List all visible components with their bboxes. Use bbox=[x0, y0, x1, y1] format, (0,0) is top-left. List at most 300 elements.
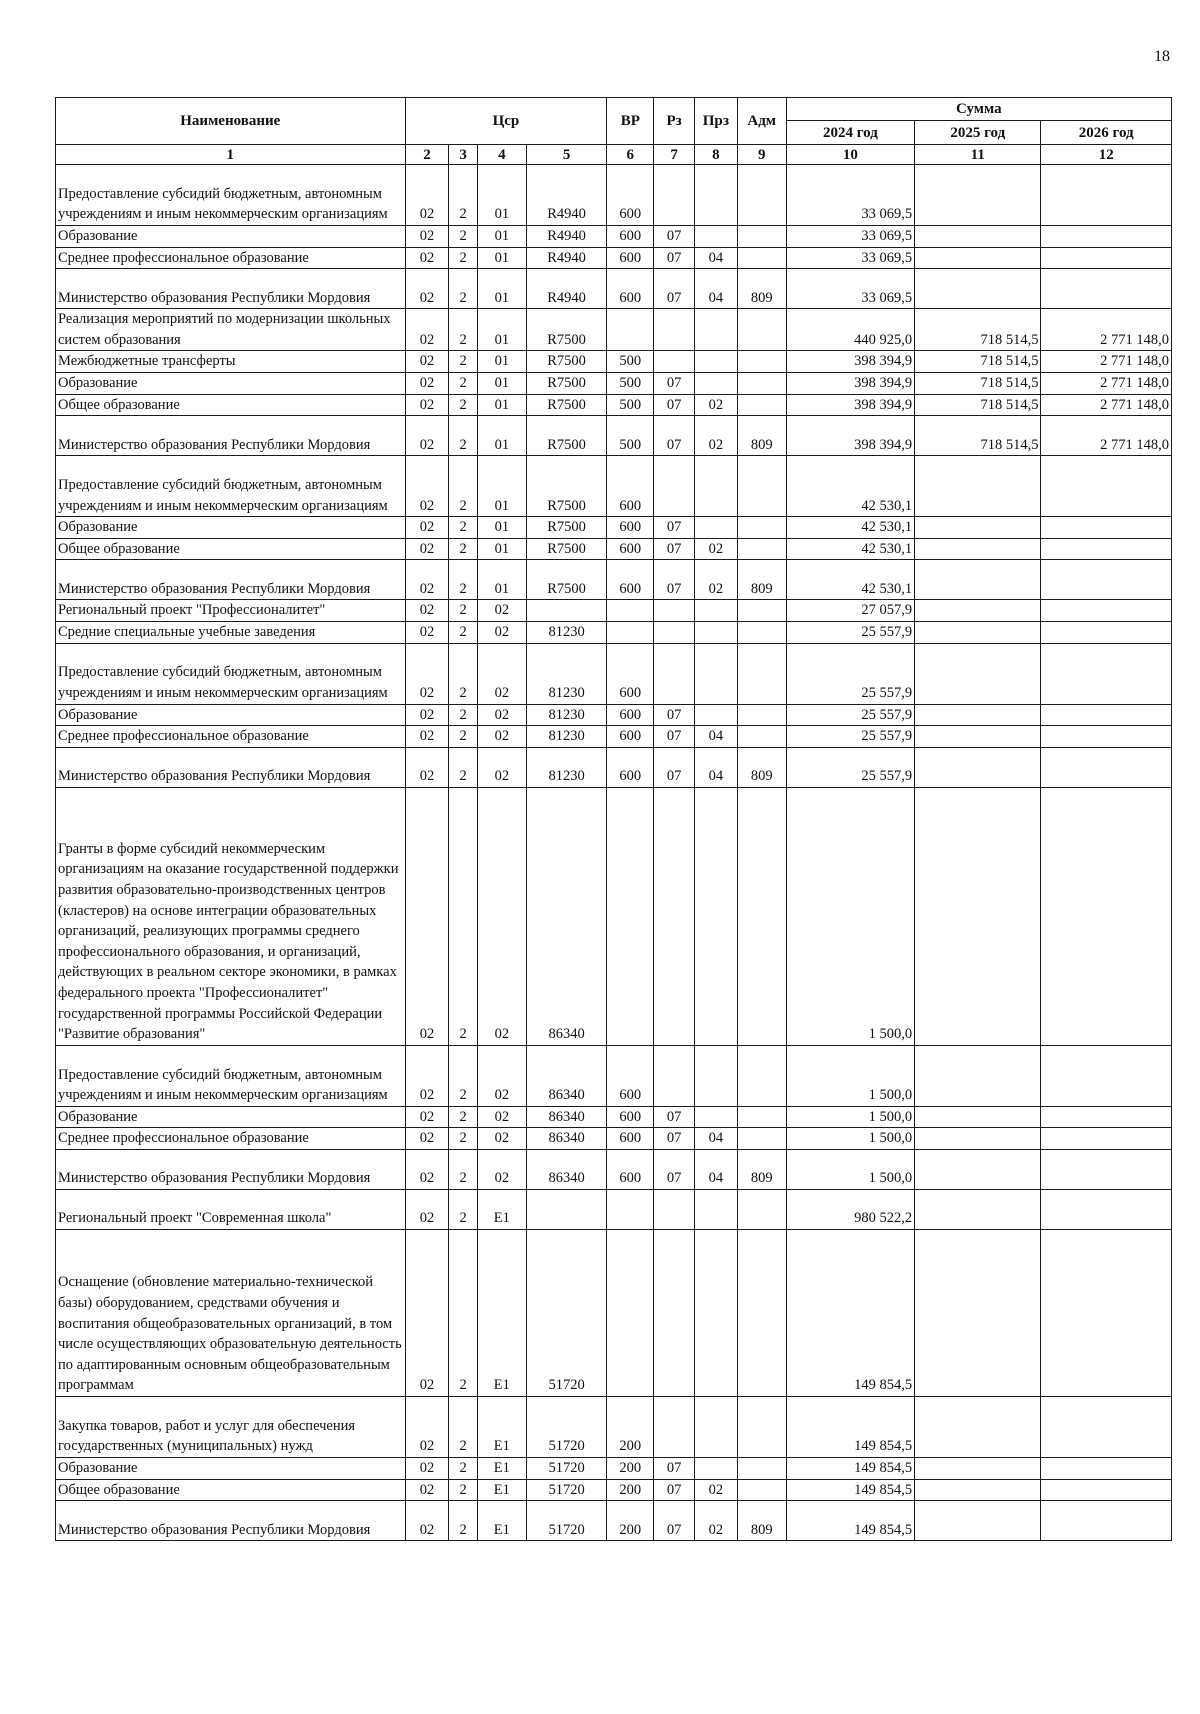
adm-code bbox=[737, 704, 786, 726]
table-row bbox=[56, 621, 1172, 643]
amount-2025 bbox=[915, 726, 1041, 748]
vr-code bbox=[607, 787, 654, 1045]
csr-event: 01 bbox=[477, 165, 526, 226]
vr-code bbox=[607, 309, 654, 351]
csr-program: 02 bbox=[405, 643, 449, 704]
prz-code bbox=[694, 1106, 737, 1128]
csr-event: 02 bbox=[477, 643, 526, 704]
rz-code: 07 bbox=[654, 1457, 695, 1479]
csr-program: 02 bbox=[405, 372, 449, 394]
csr-direction: 51720 bbox=[526, 1396, 607, 1457]
row-name: Среднее профессиональное образование bbox=[56, 726, 406, 748]
amount-2026 bbox=[1041, 269, 1172, 309]
csr-event: 02 bbox=[477, 747, 526, 787]
prz-code: 02 bbox=[694, 1501, 737, 1541]
csr-direction bbox=[526, 1189, 607, 1229]
prz-code bbox=[694, 1229, 737, 1396]
csr-event: 01 bbox=[477, 560, 526, 600]
csr-direction: 81230 bbox=[526, 726, 607, 748]
table-body bbox=[56, 165, 1172, 1541]
csr-subprogram: 2 bbox=[449, 247, 478, 269]
prz-code: 02 bbox=[694, 560, 737, 600]
csr-subprogram: 2 bbox=[449, 1396, 478, 1457]
csr-program: 02 bbox=[405, 1128, 449, 1150]
column-number: 5 bbox=[526, 145, 607, 165]
row-name: Средние специальные учебные заведения bbox=[56, 621, 406, 643]
csr-program: 02 bbox=[405, 165, 449, 226]
amount-2026: 2 771 148,0 bbox=[1041, 416, 1172, 456]
csr-direction: R4940 bbox=[526, 226, 607, 248]
prz-code: 04 bbox=[694, 247, 737, 269]
amount-2025: 718 514,5 bbox=[915, 394, 1041, 416]
adm-code bbox=[737, 226, 786, 248]
prz-code bbox=[694, 372, 737, 394]
amount-2025 bbox=[915, 247, 1041, 269]
prz-code bbox=[694, 621, 737, 643]
csr-event: E1 bbox=[477, 1457, 526, 1479]
csr-direction: R4940 bbox=[526, 165, 607, 226]
adm-code bbox=[737, 600, 786, 622]
amount-2026 bbox=[1041, 165, 1172, 226]
prz-code bbox=[694, 787, 737, 1045]
csr-subprogram: 2 bbox=[449, 1229, 478, 1396]
csr-direction: R7500 bbox=[526, 517, 607, 539]
prz-code bbox=[694, 226, 737, 248]
csr-event: 01 bbox=[477, 394, 526, 416]
rz-code: 07 bbox=[654, 1128, 695, 1150]
csr-subprogram: 2 bbox=[449, 351, 478, 373]
amount-2024: 398 394,9 bbox=[786, 351, 914, 373]
csr-event: 01 bbox=[477, 309, 526, 351]
vr-code: 600 bbox=[607, 1106, 654, 1128]
csr-direction: 86340 bbox=[526, 1045, 607, 1106]
table-row bbox=[56, 787, 1172, 1045]
csr-program: 02 bbox=[405, 1479, 449, 1501]
row-name: Министерство образования Республики Мордовия bbox=[56, 1501, 406, 1541]
vr-code: 600 bbox=[607, 269, 654, 309]
csr-subprogram: 2 bbox=[449, 787, 478, 1045]
csr-direction: 51720 bbox=[526, 1501, 607, 1541]
table-row bbox=[56, 416, 1172, 456]
amount-2026 bbox=[1041, 1501, 1172, 1541]
csr-program: 02 bbox=[405, 787, 449, 1045]
csr-direction: R7500 bbox=[526, 538, 607, 560]
rz-code: 07 bbox=[654, 269, 695, 309]
csr-event: 02 bbox=[477, 704, 526, 726]
csr-direction: 51720 bbox=[526, 1457, 607, 1479]
adm-code bbox=[737, 309, 786, 351]
adm-code: 809 bbox=[737, 1501, 786, 1541]
amount-2025 bbox=[915, 621, 1041, 643]
vr-code: 500 bbox=[607, 372, 654, 394]
adm-code bbox=[737, 1457, 786, 1479]
amount-2025 bbox=[915, 704, 1041, 726]
csr-direction: 86340 bbox=[526, 1149, 607, 1189]
rz-code bbox=[654, 309, 695, 351]
prz-code: 04 bbox=[694, 1149, 737, 1189]
column-number: 4 bbox=[477, 145, 526, 165]
amount-2026 bbox=[1041, 787, 1172, 1045]
vr-code: 200 bbox=[607, 1457, 654, 1479]
csr-program: 02 bbox=[405, 621, 449, 643]
adm-code bbox=[737, 1479, 786, 1501]
csr-direction: 81230 bbox=[526, 704, 607, 726]
amount-2024: 149 854,5 bbox=[786, 1501, 914, 1541]
prz-code: 02 bbox=[694, 416, 737, 456]
rz-code bbox=[654, 456, 695, 517]
csr-program: 02 bbox=[405, 269, 449, 309]
csr-program: 02 bbox=[405, 226, 449, 248]
csr-program: 02 bbox=[405, 247, 449, 269]
csr-event: 02 bbox=[477, 600, 526, 622]
amount-2026 bbox=[1041, 621, 1172, 643]
rz-code: 07 bbox=[654, 747, 695, 787]
row-name: Оснащение (обновление материально-технической базы) оборудованием, средствами обучения и воспитания общеобразовательных организаций, в том числе осуществляющих образовательную деятельность по адаптированным основным общеобразовательным программам bbox=[56, 1229, 406, 1396]
budget-table bbox=[55, 97, 1172, 1541]
csr-event: 02 bbox=[477, 726, 526, 748]
amount-2026 bbox=[1041, 1149, 1172, 1189]
row-name: Среднее профессиональное образование bbox=[56, 1128, 406, 1150]
csr-subprogram: 2 bbox=[449, 726, 478, 748]
csr-direction: R7500 bbox=[526, 351, 607, 373]
vr-code: 600 bbox=[607, 1128, 654, 1150]
csr-subprogram: 2 bbox=[449, 394, 478, 416]
amount-2024: 27 057,9 bbox=[786, 600, 914, 622]
amount-2025 bbox=[915, 1189, 1041, 1229]
amount-2025 bbox=[915, 643, 1041, 704]
csr-event: E1 bbox=[477, 1501, 526, 1541]
csr-subprogram: 2 bbox=[449, 1106, 478, 1128]
table-row bbox=[56, 1479, 1172, 1501]
adm-code bbox=[737, 165, 786, 226]
csr-program: 02 bbox=[405, 309, 449, 351]
csr-event: E1 bbox=[477, 1479, 526, 1501]
csr-direction: 86340 bbox=[526, 1128, 607, 1150]
amount-2026 bbox=[1041, 1229, 1172, 1396]
csr-direction: 51720 bbox=[526, 1229, 607, 1396]
adm-code bbox=[737, 247, 786, 269]
csr-event: 02 bbox=[477, 787, 526, 1045]
rz-code bbox=[654, 787, 695, 1045]
csr-subprogram: 2 bbox=[449, 704, 478, 726]
table-row bbox=[56, 165, 1172, 226]
csr-event: 01 bbox=[477, 456, 526, 517]
amount-2026 bbox=[1041, 1106, 1172, 1128]
csr-event: 01 bbox=[477, 372, 526, 394]
vr-code: 600 bbox=[607, 538, 654, 560]
amount-2025 bbox=[915, 165, 1041, 226]
csr-program: 02 bbox=[405, 1229, 449, 1396]
amount-2025 bbox=[915, 1457, 1041, 1479]
csr-direction: 81230 bbox=[526, 621, 607, 643]
header-csr: Цср bbox=[405, 98, 607, 145]
csr-event: 01 bbox=[477, 269, 526, 309]
table-row bbox=[56, 1106, 1172, 1128]
csr-direction: R7500 bbox=[526, 416, 607, 456]
header-2024: 2024 год bbox=[786, 121, 914, 145]
amount-2025 bbox=[915, 1106, 1041, 1128]
csr-subprogram: 2 bbox=[449, 456, 478, 517]
table-row bbox=[56, 747, 1172, 787]
amount-2026 bbox=[1041, 538, 1172, 560]
table-row bbox=[56, 1396, 1172, 1457]
vr-code: 600 bbox=[607, 1045, 654, 1106]
csr-direction bbox=[526, 600, 607, 622]
adm-code bbox=[737, 643, 786, 704]
csr-direction: R7500 bbox=[526, 309, 607, 351]
vr-code: 200 bbox=[607, 1479, 654, 1501]
csr-program: 02 bbox=[405, 1396, 449, 1457]
row-name: Министерство образования Республики Мордовия bbox=[56, 269, 406, 309]
csr-event: 01 bbox=[477, 351, 526, 373]
adm-code: 809 bbox=[737, 269, 786, 309]
vr-code: 600 bbox=[607, 165, 654, 226]
vr-code: 600 bbox=[607, 247, 654, 269]
csr-program: 02 bbox=[405, 560, 449, 600]
column-number: 12 bbox=[1041, 145, 1172, 165]
row-name: Министерство образования Республики Мордовия bbox=[56, 560, 406, 600]
row-name: Общее образование bbox=[56, 394, 406, 416]
row-name: Образование bbox=[56, 704, 406, 726]
amount-2024: 42 530,1 bbox=[786, 456, 914, 517]
amount-2024: 980 522,2 bbox=[786, 1189, 914, 1229]
amount-2026 bbox=[1041, 726, 1172, 748]
table-row bbox=[56, 1128, 1172, 1150]
adm-code bbox=[737, 538, 786, 560]
csr-program: 02 bbox=[405, 1189, 449, 1229]
csr-subprogram: 2 bbox=[449, 621, 478, 643]
amount-2026 bbox=[1041, 747, 1172, 787]
csr-program: 02 bbox=[405, 747, 449, 787]
table-row bbox=[56, 643, 1172, 704]
amount-2025 bbox=[915, 456, 1041, 517]
prz-code bbox=[694, 351, 737, 373]
rz-code: 07 bbox=[654, 704, 695, 726]
amount-2026 bbox=[1041, 226, 1172, 248]
amount-2024: 42 530,1 bbox=[786, 538, 914, 560]
column-number: 11 bbox=[915, 145, 1041, 165]
csr-subprogram: 2 bbox=[449, 416, 478, 456]
amount-2026: 2 771 148,0 bbox=[1041, 372, 1172, 394]
amount-2026 bbox=[1041, 1396, 1172, 1457]
csr-program: 02 bbox=[405, 538, 449, 560]
amount-2025 bbox=[915, 1229, 1041, 1396]
vr-code: 200 bbox=[607, 1501, 654, 1541]
csr-direction: 81230 bbox=[526, 747, 607, 787]
column-number: 2 bbox=[405, 145, 449, 165]
vr-code: 600 bbox=[607, 704, 654, 726]
table-row bbox=[56, 1189, 1172, 1229]
prz-code: 02 bbox=[694, 1479, 737, 1501]
amount-2026: 2 771 148,0 bbox=[1041, 309, 1172, 351]
csr-direction: R7500 bbox=[526, 560, 607, 600]
amount-2025 bbox=[915, 517, 1041, 539]
vr-code bbox=[607, 1189, 654, 1229]
csr-program: 02 bbox=[405, 1149, 449, 1189]
column-number: 8 bbox=[694, 145, 737, 165]
prz-code bbox=[694, 517, 737, 539]
csr-direction: R4940 bbox=[526, 247, 607, 269]
amount-2024: 25 557,9 bbox=[786, 726, 914, 748]
amount-2026 bbox=[1041, 1189, 1172, 1229]
csr-program: 02 bbox=[405, 351, 449, 373]
header-sum: Сумма bbox=[786, 98, 1171, 121]
amount-2024: 33 069,5 bbox=[786, 226, 914, 248]
row-name: Образование bbox=[56, 1106, 406, 1128]
csr-subprogram: 2 bbox=[449, 1479, 478, 1501]
row-name: Предоставление субсидий бюджетным, автономным учреждениям и иным некоммерческим организациям bbox=[56, 456, 406, 517]
adm-code bbox=[737, 1229, 786, 1396]
prz-code: 04 bbox=[694, 726, 737, 748]
row-name: Предоставление субсидий бюджетным, автономным учреждениям и иным некоммерческим организациям bbox=[56, 165, 406, 226]
table-row bbox=[56, 600, 1172, 622]
vr-code: 600 bbox=[607, 517, 654, 539]
vr-code: 600 bbox=[607, 560, 654, 600]
amount-2024: 33 069,5 bbox=[786, 247, 914, 269]
row-name: Министерство образования Республики Мордовия bbox=[56, 747, 406, 787]
amount-2026 bbox=[1041, 560, 1172, 600]
csr-event: 01 bbox=[477, 226, 526, 248]
row-name: Среднее профессиональное образование bbox=[56, 247, 406, 269]
rz-code bbox=[654, 351, 695, 373]
rz-code: 07 bbox=[654, 416, 695, 456]
csr-event: 02 bbox=[477, 1045, 526, 1106]
prz-code: 04 bbox=[694, 1128, 737, 1150]
amount-2025 bbox=[915, 747, 1041, 787]
amount-2024: 1 500,0 bbox=[786, 1045, 914, 1106]
column-number: 1 bbox=[56, 145, 406, 165]
row-name: Региональный проект "Профессионалитет" bbox=[56, 600, 406, 622]
csr-program: 02 bbox=[405, 726, 449, 748]
rz-code: 07 bbox=[654, 1501, 695, 1541]
header-vr: ВР bbox=[607, 98, 654, 145]
table-row bbox=[56, 394, 1172, 416]
adm-code bbox=[737, 351, 786, 373]
amount-2024: 42 530,1 bbox=[786, 560, 914, 600]
amount-2026 bbox=[1041, 1128, 1172, 1150]
vr-code: 600 bbox=[607, 456, 654, 517]
amount-2024: 25 557,9 bbox=[786, 704, 914, 726]
rz-code: 07 bbox=[654, 538, 695, 560]
amount-2025 bbox=[915, 600, 1041, 622]
adm-code bbox=[737, 372, 786, 394]
vr-code: 600 bbox=[607, 226, 654, 248]
adm-code bbox=[737, 726, 786, 748]
csr-program: 02 bbox=[405, 456, 449, 517]
row-name: Образование bbox=[56, 1457, 406, 1479]
row-name: Региональный проект "Современная школа" bbox=[56, 1189, 406, 1229]
amount-2024: 398 394,9 bbox=[786, 394, 914, 416]
amount-2025 bbox=[915, 1396, 1041, 1457]
amount-2024: 398 394,9 bbox=[786, 416, 914, 456]
amount-2026: 2 771 148,0 bbox=[1041, 394, 1172, 416]
csr-subprogram: 2 bbox=[449, 517, 478, 539]
csr-subprogram: 2 bbox=[449, 643, 478, 704]
amount-2026 bbox=[1041, 1457, 1172, 1479]
header-2025: 2025 год bbox=[915, 121, 1041, 145]
csr-subprogram: 2 bbox=[449, 1457, 478, 1479]
csr-program: 02 bbox=[405, 600, 449, 622]
amount-2026 bbox=[1041, 643, 1172, 704]
rz-code bbox=[654, 600, 695, 622]
csr-subprogram: 2 bbox=[449, 226, 478, 248]
amount-2025 bbox=[915, 1149, 1041, 1189]
csr-direction: 51720 bbox=[526, 1479, 607, 1501]
header-prz: Прз bbox=[694, 98, 737, 145]
csr-program: 02 bbox=[405, 1457, 449, 1479]
csr-subprogram: 2 bbox=[449, 1045, 478, 1106]
vr-code: 500 bbox=[607, 351, 654, 373]
amount-2024: 149 854,5 bbox=[786, 1457, 914, 1479]
vr-code: 500 bbox=[607, 394, 654, 416]
row-name: Предоставление субсидий бюджетным, автономным учреждениям и иным некоммерческим организациям bbox=[56, 1045, 406, 1106]
rz-code: 07 bbox=[654, 726, 695, 748]
table-row bbox=[56, 1229, 1172, 1396]
table-row bbox=[56, 560, 1172, 600]
table-row bbox=[56, 1501, 1172, 1541]
csr-subprogram: 2 bbox=[449, 560, 478, 600]
amount-2024: 25 557,9 bbox=[786, 621, 914, 643]
amount-2024: 1 500,0 bbox=[786, 1149, 914, 1189]
vr-code: 600 bbox=[607, 747, 654, 787]
prz-code: 04 bbox=[694, 269, 737, 309]
table-row bbox=[56, 1149, 1172, 1189]
csr-event: 02 bbox=[477, 1128, 526, 1150]
vr-code: 600 bbox=[607, 1149, 654, 1189]
adm-code bbox=[737, 394, 786, 416]
csr-subprogram: 2 bbox=[449, 269, 478, 309]
adm-code bbox=[737, 1189, 786, 1229]
table-row bbox=[56, 351, 1172, 373]
csr-subprogram: 2 bbox=[449, 747, 478, 787]
adm-code: 809 bbox=[737, 747, 786, 787]
csr-direction: 86340 bbox=[526, 1106, 607, 1128]
amount-2026 bbox=[1041, 600, 1172, 622]
prz-code bbox=[694, 643, 737, 704]
csr-subprogram: 2 bbox=[449, 1149, 478, 1189]
csr-program: 02 bbox=[405, 394, 449, 416]
csr-event: E1 bbox=[477, 1229, 526, 1396]
rz-code: 07 bbox=[654, 394, 695, 416]
csr-subprogram: 2 bbox=[449, 372, 478, 394]
row-name: Образование bbox=[56, 372, 406, 394]
column-number: 6 bbox=[607, 145, 654, 165]
rz-code bbox=[654, 165, 695, 226]
amount-2025 bbox=[915, 269, 1041, 309]
prz-code: 02 bbox=[694, 394, 737, 416]
amount-2026 bbox=[1041, 456, 1172, 517]
csr-program: 02 bbox=[405, 704, 449, 726]
amount-2025 bbox=[915, 226, 1041, 248]
row-name: Гранты в форме субсидий некоммерческим организациям на оказание государственной поддержки развития образовательно-производственных центров (кластеров) на основе интеграции образовательных организаций, реализующих программы среднего профессионального образования, и организаций, действующих в реальном секторе экономики, в рамках федерального проекта "Профессионалитет" государственной программы Российской Федерации "Развитие образования" bbox=[56, 787, 406, 1045]
prz-code bbox=[694, 1045, 737, 1106]
prz-code bbox=[694, 456, 737, 517]
amount-2025: 718 514,5 bbox=[915, 309, 1041, 351]
rz-code: 07 bbox=[654, 517, 695, 539]
rz-code: 07 bbox=[654, 1479, 695, 1501]
vr-code: 500 bbox=[607, 416, 654, 456]
csr-event: 02 bbox=[477, 621, 526, 643]
prz-code bbox=[694, 165, 737, 226]
vr-code: 600 bbox=[607, 726, 654, 748]
adm-code bbox=[737, 621, 786, 643]
row-name: Закупка товаров, работ и услуг для обеспечения государственных (муниципальных) нужд bbox=[56, 1396, 406, 1457]
rz-code bbox=[654, 1045, 695, 1106]
amount-2025 bbox=[915, 538, 1041, 560]
table-row bbox=[56, 1457, 1172, 1479]
csr-event: E1 bbox=[477, 1189, 526, 1229]
page-number: 18 bbox=[1154, 48, 1170, 65]
